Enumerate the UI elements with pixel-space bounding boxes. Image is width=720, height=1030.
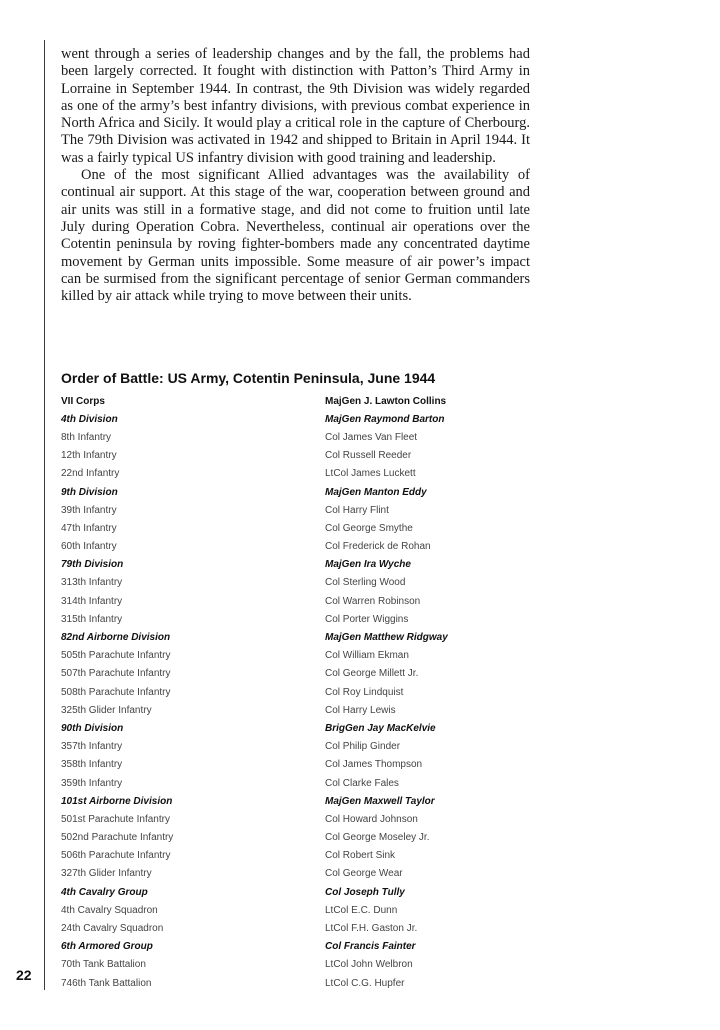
commander-name: Col George Millett Jr.: [325, 668, 419, 680]
commander-name: Col George Smythe: [325, 522, 413, 534]
unit-name: 313th Infantry: [61, 577, 123, 589]
unit-row: [61, 901, 541, 919]
unit-name: 4th Cavalry Group: [61, 886, 148, 898]
commander-name: Col George Wear: [325, 868, 403, 880]
unit-row: [61, 865, 541, 883]
division-row: [61, 556, 541, 574]
commander-name: Col Roy Lindquist: [325, 686, 404, 698]
unit-name: 506th Parachute Infantry: [61, 850, 171, 862]
division-row: [61, 628, 541, 646]
commander-name: Col Porter Wiggins: [325, 613, 409, 625]
unit-name: 315th Infantry: [61, 613, 123, 625]
unit-row: [61, 610, 541, 628]
unit-name: 9th Division: [61, 486, 118, 498]
unit-name: 6th Armored Group: [61, 941, 153, 953]
unit-row: [61, 428, 541, 446]
unit-name: 507th Parachute Infantry: [61, 668, 171, 680]
unit-row: [61, 665, 541, 683]
unit-row: [61, 810, 541, 828]
commander-name: MajGen Matthew Ridgway: [325, 632, 448, 644]
unit-name: 4th Cavalry Squadron: [61, 904, 158, 916]
paragraph: One of the most significant Allied advantages was the availability of continual air support. At this stage of the war, cooperation between ground and air units was still in a formative stage, and did not come to fruition until late July during Operation Cobra. Nevertheless, continual air operations over the Cotentin peninsula by roving fighter-bombers made any concentrated daytime movement by German units impossible. Some measure of air power’s impact can be surmised from the significant percentage of senior German commanders killed by air attack while trying to move between their units.: [61, 167, 530, 305]
commander-name: LtCol E.C. Dunn: [325, 904, 398, 916]
commander-name: Col Robert Sink: [325, 850, 396, 862]
commander-name: Col Warren Robinson: [325, 595, 421, 607]
unit-row: [61, 829, 541, 847]
unit-name: 39th Infantry: [61, 504, 117, 516]
commander-name: MajGen Ira Wyche: [325, 559, 411, 571]
unit-name: 47th Infantry: [61, 522, 117, 534]
commander-name: LtCol F.H. Gaston Jr.: [325, 923, 418, 935]
division-row: [61, 792, 541, 810]
commander-name: Col Harry Lewis: [325, 704, 396, 716]
unit-row: [61, 774, 541, 792]
commander-name: Col James Van Fleet: [325, 431, 418, 443]
margin-rule: [44, 40, 45, 990]
unit-name: 359th Infantry: [61, 777, 123, 789]
commander-name: Col Sterling Wood: [325, 577, 406, 589]
commander-name: Col Harry Flint: [325, 504, 389, 516]
unit-row: [61, 756, 541, 774]
order-of-battle-title: Order of Battle: US Army, Cotentin Peninsula, June 1944: [61, 370, 436, 386]
commander-name: Col George Moseley Jr.: [325, 832, 430, 844]
commander-name: Col Frederick de Rohan: [325, 541, 431, 553]
commander-name: MajGen Maxwell Taylor: [325, 795, 435, 807]
division-row: [61, 719, 541, 737]
unit-row: [61, 701, 541, 719]
unit-row: [61, 647, 541, 665]
commander-name: BrigGen Jay MacKelvie: [325, 722, 436, 734]
unit-row: [61, 974, 541, 992]
unit-row: [61, 919, 541, 937]
division-row: [61, 483, 541, 501]
unit-row: [61, 574, 541, 592]
commander-name: Col Clarke Fales: [325, 777, 399, 789]
unit-row: [61, 592, 541, 610]
unit-name: VII Corps: [61, 395, 105, 407]
division-row: [61, 883, 541, 901]
unit-row: [61, 538, 541, 556]
unit-row: [61, 738, 541, 756]
commander-name: LtCol James Luckett: [325, 468, 416, 480]
unit-name: 505th Parachute Infantry: [61, 650, 171, 662]
unit-name: 22nd Infantry: [61, 468, 120, 480]
unit-row: [61, 501, 541, 519]
unit-name: 8th Infantry: [61, 431, 112, 443]
unit-name: 746th Tank Battalion: [61, 977, 152, 989]
division-row: [61, 410, 541, 428]
unit-row: [61, 847, 541, 865]
paragraph: went through a series of leadership changes and by the fall, the problems had been largely corrected. It fought with distinction with Patton’s Third Army in Lorraine in September 1944. In contrast, the 9th Division was widely regarded as one of the army’s best infantry divisions, with previous combat experience in North Africa and Sicily. It would play a critical role in the capture of Cherbourg. The 79th Division was activated in 1942 and shipped to Britain in April 1944. It was a fairly typical US infantry division with good training and leadership.: [61, 46, 530, 166]
order-of-battle-table: [61, 392, 541, 992]
division-row: [61, 938, 541, 956]
unit-row: [61, 683, 541, 701]
commander-name: Col Howard Johnson: [325, 813, 418, 825]
unit-name: 90th Division: [61, 722, 124, 734]
unit-name: 325th Glider Infantry: [61, 704, 152, 716]
unit-name: 502nd Parachute Infantry: [61, 832, 174, 844]
unit-name: 82nd Airborne Division: [61, 632, 171, 644]
commander-name: MajGen J. Lawton Collins: [325, 395, 447, 407]
unit-name: 508th Parachute Infantry: [61, 686, 171, 698]
unit-name: 79th Division: [61, 559, 124, 571]
unit-name: 70th Tank Battalion: [61, 959, 146, 971]
commander-name: Col James Thompson: [325, 759, 423, 771]
unit-name: 101st Airborne Division: [61, 795, 173, 807]
body-text: [61, 46, 530, 305]
commander-name: Col William Ekman: [325, 650, 409, 662]
corps-row: [61, 392, 541, 410]
unit-name: 327th Glider Infantry: [61, 868, 152, 880]
unit-row: [61, 465, 541, 483]
page-number: 22: [16, 967, 32, 983]
commander-name: Col Francis Fainter: [325, 941, 416, 953]
commander-name: Col Philip Ginder: [325, 741, 401, 753]
unit-name: 314th Infantry: [61, 595, 123, 607]
unit-name: 357th Infantry: [61, 741, 123, 753]
unit-name: 12th Infantry: [61, 450, 117, 462]
unit-name: 358th Infantry: [61, 759, 123, 771]
unit-row: [61, 956, 541, 974]
unit-name: 4th Division: [61, 413, 118, 425]
unit-row: [61, 447, 541, 465]
commander-name: MajGen Manton Eddy: [325, 486, 427, 498]
commander-name: Col Joseph Tully: [325, 886, 405, 898]
unit-name: 24th Cavalry Squadron: [61, 923, 164, 935]
commander-name: LtCol C.G. Hupfer: [325, 977, 405, 989]
commander-name: MajGen Raymond Barton: [325, 413, 445, 425]
unit-name: 60th Infantry: [61, 541, 117, 553]
unit-name: 501st Parachute Infantry: [61, 813, 170, 825]
unit-row: [61, 519, 541, 537]
commander-name: LtCol John Welbron: [325, 959, 413, 971]
commander-name: Col Russell Reeder: [325, 450, 412, 462]
